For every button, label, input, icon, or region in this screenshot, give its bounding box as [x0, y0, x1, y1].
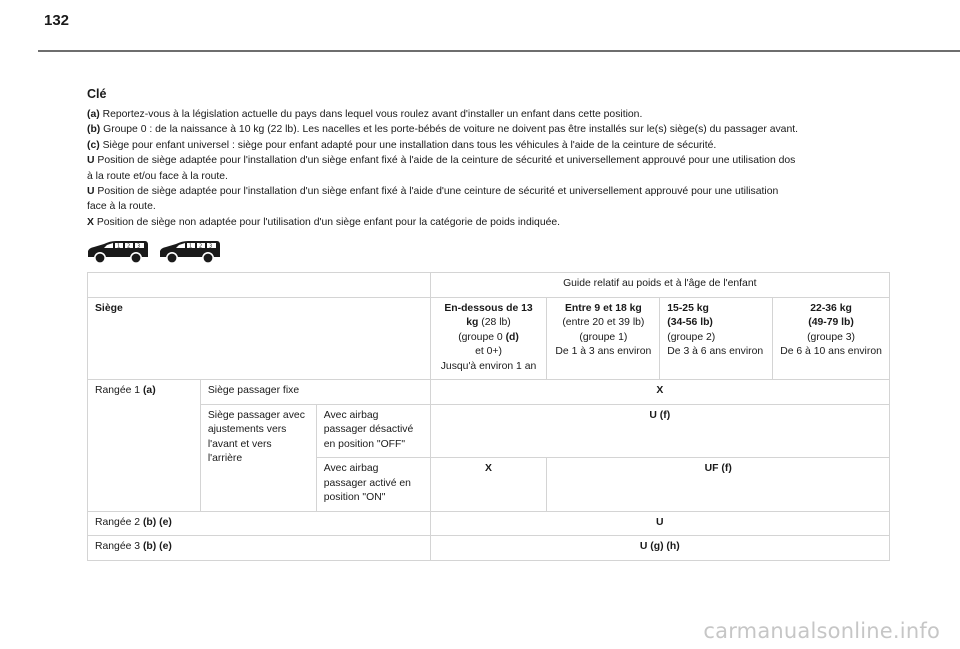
- row-label: Rangée 2: [95, 516, 143, 528]
- table-corner-cell: [88, 273, 431, 298]
- airbag-off-value: U (f): [430, 404, 889, 458]
- key-item-x: [87, 215, 897, 230]
- table-row: [88, 511, 890, 536]
- group-2-header: [660, 297, 773, 380]
- airbag-off-label: Avec airbag passager désactivé en position "OFF": [316, 404, 430, 458]
- group-age: Jusqu'à environ 1 an: [440, 360, 537, 372]
- group-age: De 6 à 10 ans environ: [780, 346, 882, 357]
- group-label: (groupe 2): [667, 331, 716, 343]
- key-text: Reportez-vous à la législation actuelle du pays dans lequel vous roulez avant d'installer un enfant dans cette position.: [99, 109, 643, 120]
- header-rule: [38, 50, 960, 52]
- group-weight: 15-25 kg: [667, 302, 709, 314]
- key-item-b: [87, 122, 897, 137]
- group-weight-lb: (entre 20 et 39 lb): [562, 317, 645, 328]
- row3-value: U (g) (h): [430, 536, 889, 561]
- row2-label: [88, 511, 431, 536]
- row-code: (a): [142, 385, 156, 396]
- svg-text:1: 1: [189, 243, 193, 250]
- airbag-on-label: Avec airbag passager activé en position "ON": [316, 458, 430, 512]
- key-code: U: [87, 186, 95, 198]
- key-title: Clé: [87, 87, 107, 101]
- group-1-header: [547, 297, 660, 380]
- group-label-cont: et 0+): [475, 346, 502, 357]
- svg-text:2: 2: [199, 243, 203, 250]
- svg-text:3: 3: [209, 243, 213, 250]
- key-item-a: [87, 107, 897, 122]
- key-text: Position de siège adaptée pour l'installation d'un siège enfant fixé à l'aide d'une ceinture de sécurité et universellement approuvé pour une utilisation: [94, 186, 779, 198]
- table-row: [88, 404, 890, 458]
- key-code: (c): [87, 139, 100, 151]
- group-weight-lb: (34-56 lb): [667, 317, 713, 328]
- group-weight: Entre 9 et 18 kg: [564, 302, 642, 314]
- child-seat-table: [87, 272, 890, 561]
- key-item-u2: [87, 184, 897, 199]
- adjustable-seat-label: Siège passager avec ajustements vers l'avant et vers l'arrière: [200, 404, 316, 511]
- van-silhouette-icon: [158, 238, 222, 266]
- key-text: Siège pour enfant universel : siège pour enfant adapté pour une installation dans tous les véhicules à l'aide de la ceinture de sécurité.: [99, 139, 717, 151]
- svg-text:1: 1: [117, 243, 121, 250]
- table-row: [88, 297, 890, 380]
- key-code: (b): [87, 124, 101, 136]
- group-age: De 3 à 6 ans environ: [667, 346, 764, 357]
- van-silhouette-icon: [86, 238, 150, 266]
- key-item-c: [87, 138, 897, 153]
- key-item-u2-cont: face à la route.: [87, 201, 156, 213]
- guide-header: Guide relatif au poids et à l'âge de l'enfant: [430, 273, 889, 298]
- group-age: De 1 à 3 ans environ: [555, 346, 652, 357]
- row-code: (b) (e): [142, 541, 172, 552]
- table-row: [88, 536, 890, 561]
- group-label: (groupe 3): [807, 331, 856, 343]
- group-label: (groupe 0: [458, 331, 506, 343]
- table-row: [88, 273, 890, 298]
- group-0-header: [430, 297, 547, 380]
- group-weight-lb: (28 lb): [478, 317, 511, 328]
- row-label: Rangée 3: [95, 541, 143, 552]
- group-label: (groupe 1): [579, 331, 628, 343]
- svg-text:3: 3: [137, 243, 141, 250]
- key-code: (a): [87, 109, 100, 120]
- airbag-on-value-group0: X: [430, 458, 547, 512]
- row1-label: [88, 380, 201, 512]
- svg-text:2: 2: [127, 243, 131, 250]
- key-item-u1-cont: à la route et/ou face à la route.: [87, 170, 228, 182]
- key-code: U: [87, 155, 95, 167]
- key-list: [87, 107, 897, 230]
- group-weight: 22-36 kg: [810, 302, 852, 314]
- group-weight: En-dessous de 13 kg: [444, 302, 533, 328]
- group-3-header: [773, 297, 890, 380]
- fixed-seat-value: X: [430, 380, 889, 405]
- airbag-on-value-rest: UF (f): [547, 458, 890, 512]
- row3-label: [88, 536, 431, 561]
- page-number: 132: [44, 12, 70, 29]
- key-text: Groupe 0 : de la naissance à 10 kg (22 lb). Les nacelles et les porte-bébés de voiture ne doivent pas être installés sur le(s) siège(s) du passager avant.: [100, 124, 799, 136]
- key-text: Position de siège adaptée pour l'installation d'un siège enfant fixé à l'aide de la ceinture de sécurité et universellement approuvé pour une utilisation dos: [94, 155, 796, 167]
- row2-value: U: [430, 511, 889, 536]
- row-label: Rangée 1: [95, 385, 143, 396]
- table-row: [88, 380, 890, 405]
- seat-header: Siège: [88, 297, 431, 380]
- fixed-seat-label: Siège passager fixe: [200, 380, 430, 405]
- row-code: (b) (e): [142, 516, 172, 528]
- group-weight-lb: (49-79 lb): [808, 317, 854, 328]
- key-item-u1: [87, 153, 897, 168]
- group-note: (d): [505, 331, 519, 343]
- key-text: Position de siège non adaptée pour l'utilisation d'un siège enfant pour la catégorie de poids indiquée.: [93, 216, 561, 228]
- key-code: X: [87, 216, 94, 228]
- watermark: carmanualsonline.info: [703, 619, 940, 643]
